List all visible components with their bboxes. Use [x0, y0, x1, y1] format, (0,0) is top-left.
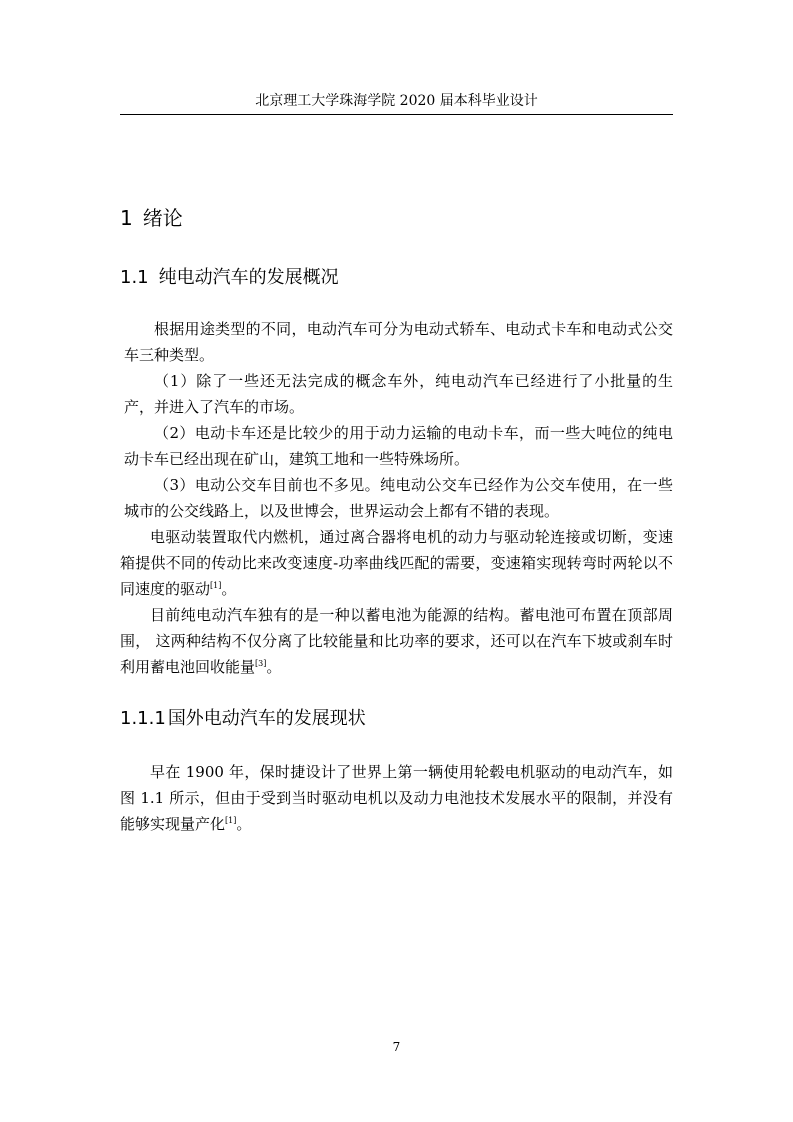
- paragraph: [120, 368, 673, 420]
- paragraph-text: 早在 1900 年，保时捷设计了世界上第一辆使用轮毂电机驱动的电动汽车，如图 1.1 所示，但由于受到当时驱动电机以及动力电池技术发展水平的限制，并没有能够实现量产化: [120, 763, 673, 833]
- section-title: 纯电动汽车的发展概况: [158, 267, 339, 288]
- chapter-title: 绪论: [142, 206, 183, 230]
- paragraph: [120, 759, 673, 837]
- subsection-heading: [120, 706, 366, 732]
- subsection-body: [120, 759, 673, 837]
- paragraph-end: 。: [266, 658, 282, 676]
- subsection-title: 国外电动汽车的发展现状: [167, 708, 366, 729]
- paragraph: [120, 524, 673, 602]
- paragraph: [120, 602, 673, 680]
- paragraph-text: 电驱动装置取代内燃机，通过离合器将电机的动力与驱动轮连接或切断，变速箱提供不同的传动比来改变速度-功率曲线匹配的需要，变速箱实现转弯时两轮以不同速度的驱动: [120, 528, 673, 598]
- paragraph-text: 根据用途类型的不同，电动汽车可分为电动式轿车、电动式卡车和电动式公交车三种类型。: [124, 320, 673, 364]
- header-divider: [120, 114, 673, 115]
- subsection-number: 1.1.1: [120, 708, 166, 729]
- paragraph-text: （1）除了一些还无法完成的概念车外，纯电动汽车已经进行了小批量的生产，并进入了汽车的市场。: [124, 372, 673, 416]
- paragraph: [120, 420, 673, 472]
- chapter-heading: [120, 204, 183, 232]
- page-number: 7: [392, 1040, 401, 1054]
- citation: [1]: [225, 816, 237, 825]
- page-header: 北京理工大学珠海学院 2020 届本科毕业设计: [255, 93, 538, 109]
- paragraph: [120, 316, 673, 368]
- section-number: 1.1: [120, 267, 149, 288]
- paragraph: [120, 472, 673, 524]
- citation: [1]: [210, 581, 222, 590]
- section-heading: [120, 265, 339, 291]
- citation: [3]: [255, 659, 267, 668]
- chapter-number: 1: [120, 206, 133, 230]
- section-body: [120, 316, 673, 680]
- paragraph-end: 。: [221, 580, 237, 598]
- paragraph-text: （3）电动公交车目前也不多见。纯电动公交车已经作为公交车使用，在一些城市的公交线路上，以及世博会，世界运动会上都有不错的表现。: [124, 476, 673, 520]
- paragraph-text: （2）电动卡车还是比较少的用于动力运输的电动卡车，而一些大吨位的纯电动卡车已经出现在矿山，建筑工地和一些特殊场所。: [124, 424, 673, 468]
- paragraph-text: 目前纯电动汽车独有的是一种以蓄电池为能源的结构。蓄电池可布置在顶部周围， 这两种结构不仅分离了比较能量和比功率的要求，还可以在汽车下坡或刹车时利用蓄电池回收能量: [120, 606, 673, 676]
- paragraph-end: 。: [236, 815, 252, 833]
